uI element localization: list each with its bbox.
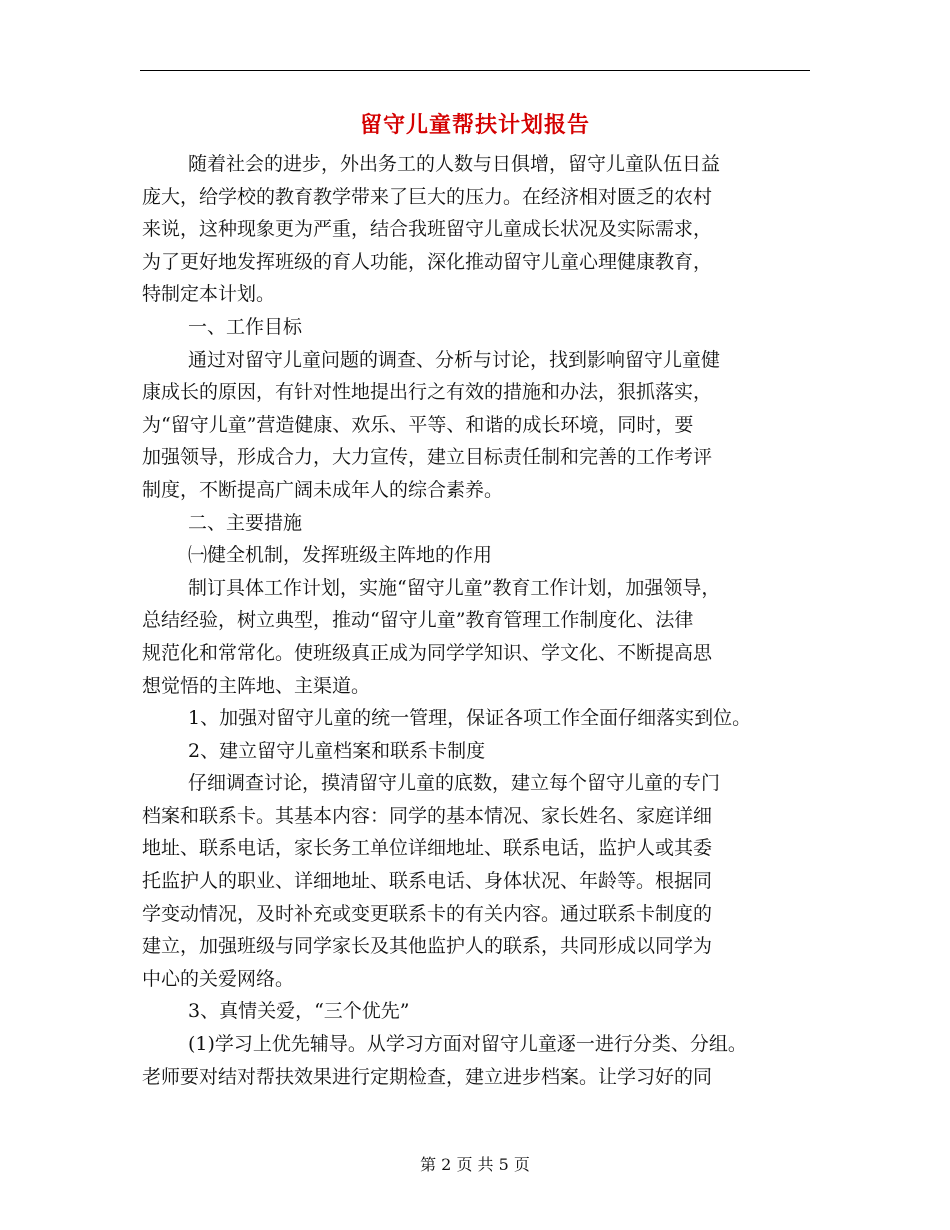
body-line: 1、加强对留守儿童的统一管理，保证各项工作全面仔细落实到位。 (188, 707, 752, 730)
header-rule (140, 70, 810, 71)
body-line: 一、工作目标 (188, 315, 303, 338)
body-line: 3、真情关爱，“三个优先” (188, 1000, 410, 1023)
body-line: 随着社会的进步，外出务工的人数与日俱增，留守儿童队伍日益 (188, 153, 721, 175)
body-line: 总结经验，树立典型，推动“留守儿童”教育管理工作制度化、法律 (142, 609, 694, 632)
body-line: 庞大，给学校的教育教学带来了巨大的压力。在经济相对匮乏的农村 (142, 185, 713, 208)
body-line: 档案和联系卡。其基本内容：同学的基本情况、家长姓名、家庭详细 (142, 804, 713, 827)
body-line: ㈠健全机制，发挥班级主阵地的作用 (188, 544, 493, 567)
body-line: 中心的关爱网络。 (142, 967, 295, 990)
body-line: 学变动情况，及时补充或变更联系卡的有关内容。通过联系卡制度的 (142, 902, 713, 925)
body-line: 制度，不断提高广阔未成年人的综合素养。 (142, 478, 504, 501)
body-line: 规范化和常常化。使班级真正成为同学学知识、学文化、不断提高思 (142, 641, 713, 664)
body-line: 通过对留守儿童问题的调查、分析与讨论，找到影响留守儿童健 (188, 348, 721, 371)
body-line: 来说，这种现象更为严重，结合我班留守儿童成长状况及实际需求， (142, 218, 713, 241)
body-line: (1)学习上优先辅导。从学习方面对留守儿童逐一进行分类、分组。 (188, 1033, 747, 1056)
body-line: 为了更好地发挥班级的育人功能，深化推动留守儿童心理健康教育， (142, 250, 713, 273)
body-line: 康成长的原因，有针对性地提出行之有效的措施和办法，狠抓落实， (142, 381, 713, 404)
body-line: 老师要对结对帮扶效果进行定期检查，建立进步档案。让学习好的同 (142, 1065, 713, 1088)
document-title: 留守儿童帮扶计划报告 (359, 112, 590, 138)
body-line: 托监护人的职业、详细地址、联系电话、身体状况、年龄等。根据同 (142, 870, 713, 893)
body-line: 地址、联系电话，家长务工单位详细地址、联系电话，监护人或其委 (142, 837, 713, 860)
body-line: 想觉悟的主阵地、主渠道。 (142, 674, 371, 697)
document-body (142, 148, 822, 1093)
body-line: 加强领导，形成合力，大力宣传，建立目标责任制和完善的工作考评 (142, 446, 713, 469)
body-line: 制订具体工作计划，实施“留守儿童”教育工作计划，加强领导， (188, 576, 721, 599)
page-footer: 第 2 页 共 5 页 (420, 1155, 530, 1174)
body-line: 建立，加强班级与同学家长及其他监护人的联系，共同形成以同学为 (142, 935, 713, 958)
body-line: 为“留守儿童”营造健康、欢乐、平等、和谐的成长环境，同时，要 (142, 413, 694, 436)
body-line: 二、主要措施 (188, 511, 303, 534)
body-line: 2、建立留守儿童档案和联系卡制度 (188, 739, 486, 762)
body-line: 仔细调查讨论，摸清留守儿童的底数，建立每个留守儿童的专门 (188, 772, 721, 795)
body-line: 特制定本计划。 (142, 283, 276, 306)
